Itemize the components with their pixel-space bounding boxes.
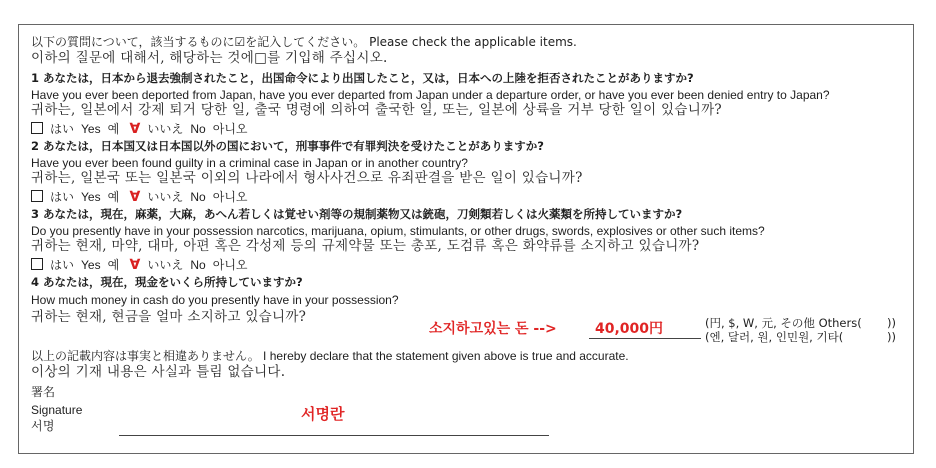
question-3-en: Do you presently have in your possession narcotics, marijuana, opium, stimulants, or other drugs, swords, explosives or other such items? — [31, 224, 765, 238]
signature-label-ko: 서명 — [31, 419, 55, 433]
signature-label-en: Signature — [31, 403, 83, 417]
cash-amount[interactable]: 40,000円 — [595, 321, 664, 337]
declaration-ja-en: 以上の記載内容は事実と相違ありません。 I hereby declare that the statement given above is true and accurate. — [31, 349, 629, 363]
question-3-ja: 3 あなたは，現在，麻薬，大麻，あへん若しくは覚せい剤等の規制薬物又は銃砲，刀剣類若しくは火薬類を所持していますか? — [31, 207, 683, 221]
yes-checkbox[interactable] — [31, 258, 43, 270]
question-3-options: はい Yes 예 ∀ いいえ No 아니오 — [31, 257, 255, 272]
yes-checkbox[interactable] — [31, 122, 43, 134]
signature-annotation: 서명란 — [301, 405, 345, 423]
cash-annotation: 소지하고있는 돈 --> — [429, 321, 557, 337]
no-checkbox-checked[interactable]: ∀ — [129, 120, 141, 136]
question-1-options: はい Yes 예 ∀ いいえ No 아니오 — [31, 121, 255, 136]
question-3-ko: 귀하는 현재, 마약, 대마, 아편 혹은 각성제 등의 규제약물 또는 총포, 도검류 혹은 화약류를 소지하고 있습니까? — [31, 238, 700, 254]
question-2-ja: 2 あなたは，日本国又は日本国以外の国において，刑事事件で有罪判決を受けたことがありますか? — [31, 139, 544, 153]
question-2-en: Have you ever been found guilty in a criminal case in Japan or in another country? — [31, 156, 468, 170]
question-1-ja: 1 あなたは，日本から退去強制されたこと，出国命令により出国したこと，又は，日本への上陸を拒否されたことがありますか? — [31, 71, 694, 85]
intro-ko: 이하의 질문에 대해서, 해당하는 것에□를 기입해 주십시오. — [31, 50, 388, 66]
signature-line[interactable] — [119, 435, 549, 436]
yes-checkbox[interactable] — [31, 190, 43, 202]
intro-ja-en: 以下の質問について，該当するものに☑を記入してください。 Please check the applicable items. — [31, 35, 577, 49]
declaration-ko: 이상의 기재 내용은 사실과 틀림 없습니다. — [31, 364, 286, 380]
disembarkation-form-questions — [18, 24, 914, 454]
question-1-ko: 귀하는, 일본에서 강제 퇴거 당한 일, 출국 명령에 의하여 출국한 일, 또는, 일본에 상륙을 거부 당한 일이 있습니까? — [31, 102, 722, 118]
currency-close-2: )) — [887, 330, 896, 344]
cash-amount-underline — [589, 338, 701, 339]
signature-label-ja: 署名 — [31, 385, 56, 399]
question-2-ko: 귀하는, 일본국 또는 일본국 이외의 나라에서 형사사건으로 유죄판결을 받은 일이 있습니까? — [31, 170, 583, 186]
no-checkbox-checked[interactable]: ∀ — [129, 188, 141, 204]
question-1-en: Have you ever been deported from Japan, have you ever departed from Japan under a departure order, or have you ever been denied entry to Japan? — [31, 88, 830, 102]
currency-options-ja: (円, $, W, 元, その他 Others( — [705, 316, 862, 330]
question-2-options: はい Yes 예 ∀ いいえ No 아니오 — [31, 189, 255, 204]
no-checkbox-checked[interactable]: ∀ — [129, 256, 141, 272]
question-4-en: How much money in cash do you presently have in your possession? — [31, 293, 399, 307]
question-4-ja: 4 あなたは，現在，現金をいくら所持していますか? — [31, 275, 303, 289]
currency-options-ko: (엔, 달러, 원, 인민원, 기타( — [705, 330, 844, 344]
currency-close-1: )) — [887, 316, 896, 330]
question-4-ko: 귀하는 현재, 현금을 얼마 소지하고 있습니까? — [31, 309, 307, 325]
